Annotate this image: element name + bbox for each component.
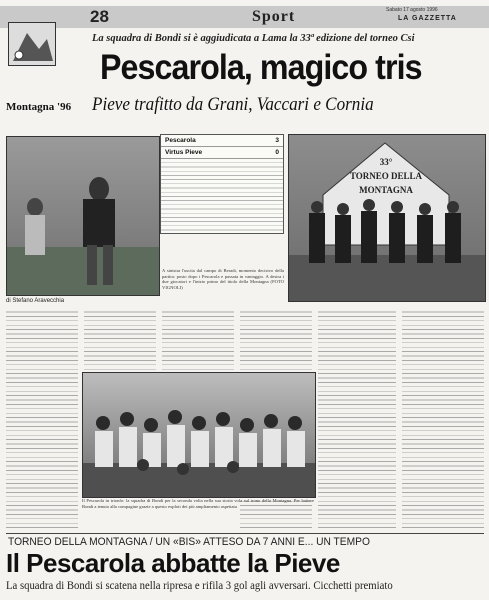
section-title: Sport [252,8,296,25]
result-row-away [161,147,283,159]
column-6-text [402,308,484,530]
photo-credit: di Stefano Aravecchia [6,298,65,304]
header-date: Sabato 17 agosto 1996 [386,7,438,13]
bottom-subtitle: La squadra di Bondi si scatena nella ripresa e rifila 3 gol agli avversari. Cicchetti premiato [6,580,393,592]
bottom-divider [6,533,484,534]
story-subtitle: Pieve trafitto da Grani, Vaccari e Cornia [92,94,374,115]
result-team-home: Pescarola [165,137,196,144]
svg-text:MONTAGNA: MONTAGNA [359,185,413,195]
photo-team-banner [288,134,486,302]
page-number: 28 [90,7,109,26]
column-2-text [84,308,156,370]
newspaper-name: LA GAZZETTA [398,15,457,22]
photo-crowd-caption: Il Pescarola in trionfo: la squadra di Bondi per la seconda volta nella sua storia vola sul trono della Montagna. Per battere Bondi a tenuto alla compagine grazie a questo exploit dei più ampliamento aspettata [82,498,314,509]
montagna-logo [8,22,56,66]
result-score-away: 0 [275,149,279,156]
montagna-logo-label: Montagna '96 [6,101,72,113]
photo-team-caption: A sinistra l'uscita dal campo di Beradi, momento decisivo della partita: posto dopo i Pescarola e passata in vantaggio. A destra i due giocatori e l'inizio primo del titolo della Montagna (FOTO VIGNOLI) [162,268,284,290]
story-title: Pescarola, magico tris [100,48,422,87]
bottom-kicker: TORNEO DELLA MONTAGNA / UN «BIS» ATTESO DA 7 ANNI E... UN TEMPO [8,536,370,548]
mountain-icon [9,23,55,65]
result-score-home: 3 [275,137,279,144]
photo-crowd [82,372,316,498]
result-box-lineups [161,159,283,233]
bottom-title: Il Pescarola abbatte la Pieve [6,548,340,578]
story-kicker: La squadra di Bondi si è aggiudicata a Lama la 33ª edizione del torneo Csi [92,33,415,44]
column-5-text [318,308,396,530]
result-box [160,134,284,234]
column-3-text [162,308,234,370]
svg-text:33°: 33° [379,157,393,167]
photo-player [6,136,160,296]
result-team-away: Virtus Pieve [165,149,203,156]
svg-text:TORNEO DELLA: TORNEO DELLA [349,171,423,181]
column-1-text [6,308,78,530]
result-row-home [161,135,283,147]
